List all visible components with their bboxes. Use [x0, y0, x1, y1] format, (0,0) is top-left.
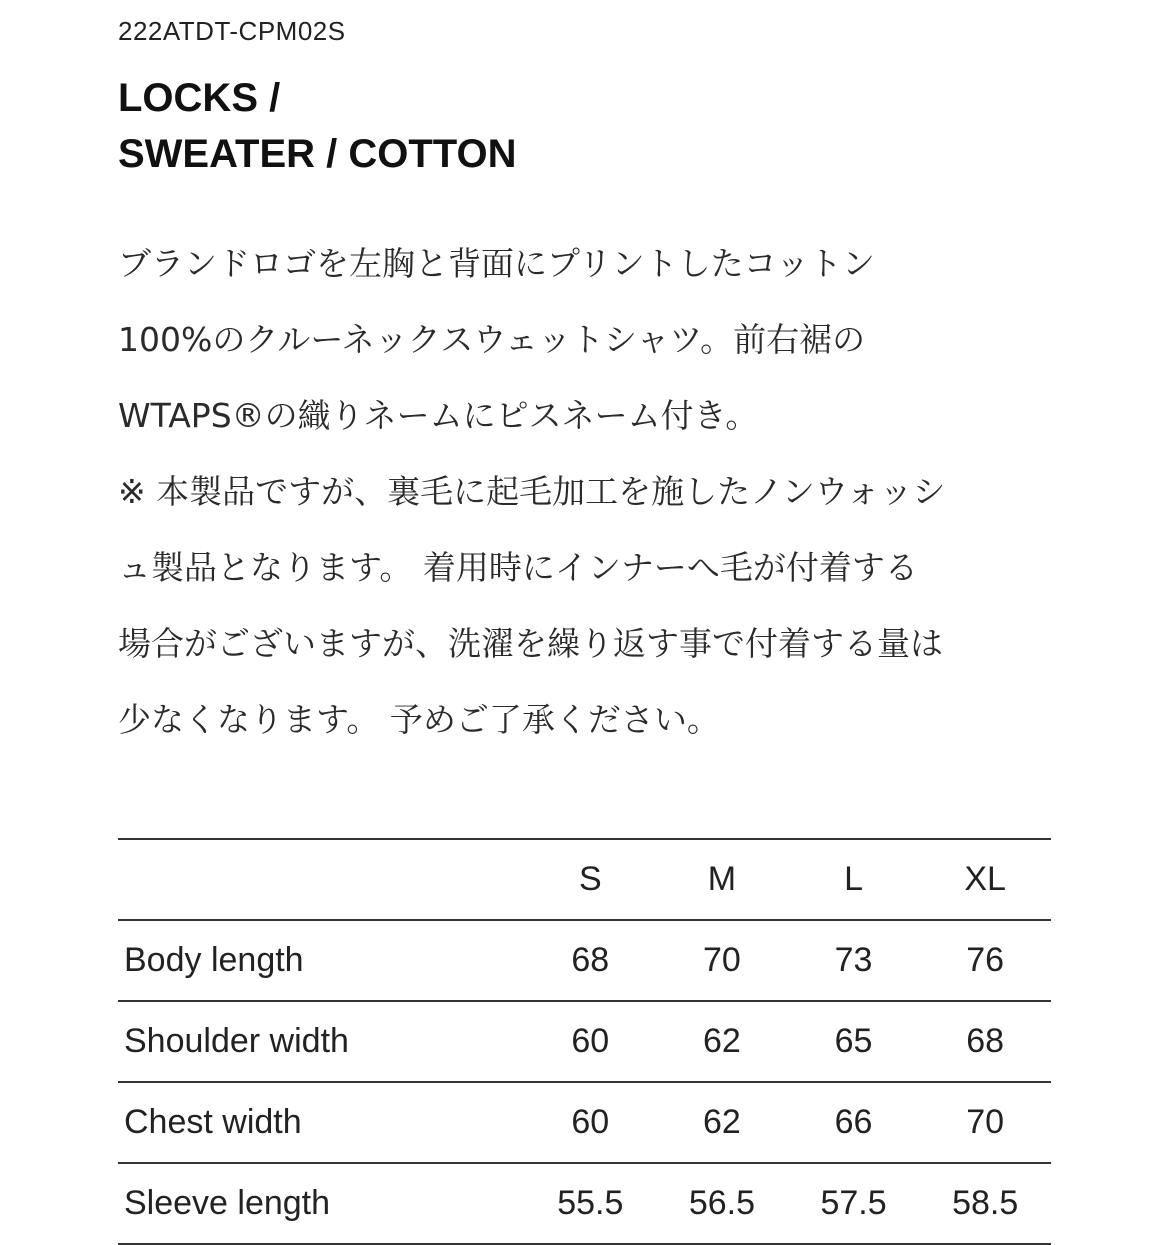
size-header-s: S [524, 839, 656, 920]
description-line: WTAPS®の織りネームにピスネーム付き。 [118, 396, 759, 435]
cell-value: 60 [524, 1082, 656, 1163]
cell-value: 73 [788, 920, 920, 1001]
cell-value: 65 [788, 1001, 920, 1082]
product-code: 222ATDT-CPM02S [118, 16, 346, 46]
row-label: Sleeve length [118, 1163, 524, 1244]
cell-value: 62 [656, 1001, 788, 1082]
cell-value: 55.5 [524, 1163, 656, 1244]
description-line: ※ 本製品ですが、裏毛に起毛加工を施したノンウォッシ [118, 472, 946, 511]
size-header-m: M [656, 839, 788, 920]
table-row [118, 1001, 1051, 1082]
table-row [118, 1163, 1051, 1244]
product-title-line: LOCKS / [118, 76, 281, 120]
table-row [118, 1082, 1051, 1163]
product-title [118, 70, 517, 182]
cell-value: 70 [919, 1082, 1051, 1163]
description-line: 少なくなります。 予めご了承ください。 [118, 700, 720, 739]
cell-value: 60 [524, 1001, 656, 1082]
size-header-l: L [788, 839, 920, 920]
table-row [118, 920, 1051, 1001]
row-label: Chest width [118, 1082, 524, 1163]
cell-value: 57.5 [788, 1163, 920, 1244]
cell-value: 58.5 [919, 1163, 1051, 1244]
product-title-line: SWEATER / COTTON [118, 132, 517, 176]
size-header-row [118, 839, 1051, 920]
description-line: ュ製品となります。 着用時にインナーへ毛が付着する [118, 548, 918, 587]
cell-value: 68 [919, 1001, 1051, 1082]
cell-value: 62 [656, 1082, 788, 1163]
cell-value: 70 [656, 920, 788, 1001]
cell-value: 66 [788, 1082, 920, 1163]
cell-value: 76 [919, 920, 1051, 1001]
row-label: Body length [118, 920, 524, 1001]
cell-value: 56.5 [656, 1163, 788, 1244]
size-header-xl: XL [919, 839, 1051, 920]
product-description [118, 226, 1068, 758]
description-line: ブランドロゴを左胸と背面にプリントしたコットン [118, 244, 876, 283]
size-table [118, 838, 1051, 1245]
description-line: 場合がございますが、洗濯を繰り返す事で付着する量は [118, 624, 943, 663]
description-line: 100%のクルーネックスウェットシャツ。前右裾の [118, 320, 866, 359]
cell-value: 68 [524, 920, 656, 1001]
size-header-label [118, 839, 524, 920]
row-label: Shoulder width [118, 1001, 524, 1082]
